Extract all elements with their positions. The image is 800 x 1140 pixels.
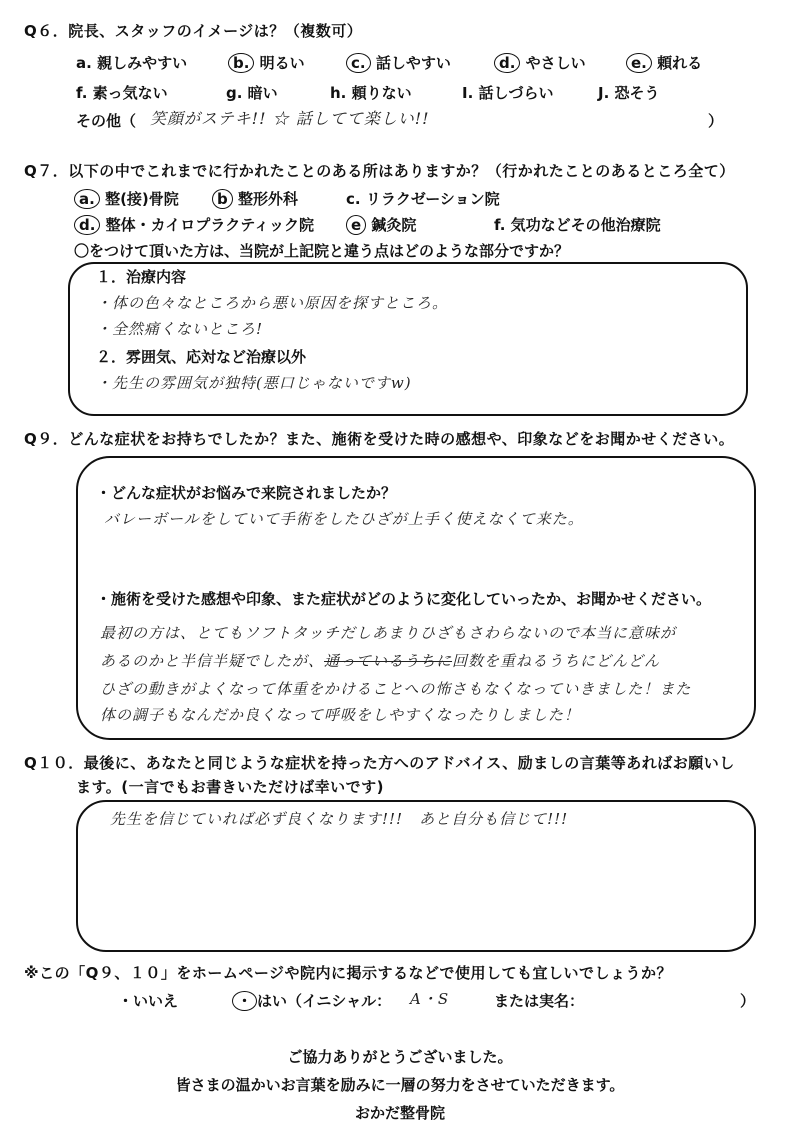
q6-option-i[interactable]: I. 話しづらい	[462, 84, 554, 102]
q9-answer-2-line-2[interactable]: あるのかと半信半疑でしたが、通っているうちに回数を重ねるうちにどんどん	[100, 652, 661, 670]
footer-clinic-name: おかだ整骨院	[354, 1104, 445, 1122]
q7-section1-title: １．治療内容	[96, 268, 187, 286]
selected-circle-mark: e.	[626, 53, 652, 73]
consent-no-option[interactable]: ・いいえ	[118, 992, 179, 1010]
q7-option-c[interactable]: c. リラクゼーション院	[346, 190, 500, 208]
q7-option-a[interactable]: a. 整(接)骨院	[74, 188, 179, 209]
q10-title-line-1: Q１０．最後に、あなたと同じような症状を持った方へのアドバイス、励ましの言葉等あればお願いし	[24, 754, 735, 772]
q6-option-f[interactable]: f. 素っ気ない	[76, 84, 168, 102]
q7-option-f[interactable]: f. 気功などその他治療院	[494, 216, 661, 234]
q7-section1-answer-1[interactable]: ・体の色々なところから悪い原因を探すところ。	[96, 294, 449, 312]
consent-realname-label: または実名：	[494, 992, 585, 1010]
consent-yes-option[interactable]: ・ はい（イニシャル：	[232, 990, 391, 1011]
selected-circle-mark: d.	[494, 53, 520, 73]
selected-circle-mark: ・	[232, 991, 257, 1011]
q6-option-j[interactable]: J. 恐そう	[598, 84, 660, 102]
selected-circle-mark: b.	[228, 53, 254, 73]
consent-initials[interactable]: A・S	[410, 990, 450, 1008]
q6-option-b[interactable]: b. 明るい	[228, 52, 305, 73]
q6-title: Q６．院長、スタッフのイメージは？（複数可）	[24, 22, 363, 40]
consent-question: ※この「Q９、１０」をホームページや院内に掲示するなどで使用しても宜しいでしょうか？	[24, 964, 673, 982]
q6-option-c[interactable]: c. 話しやすい	[346, 52, 451, 73]
q9-answer-2-line-3[interactable]: ひざの動きがよくなって体重をかけることへの怖さもなくなっていきました！また	[100, 680, 692, 698]
q7-section1-answer-2[interactable]: ・全然痛くないところ!	[96, 320, 264, 338]
footer-thanks: ご協力ありがとうございました。	[287, 1048, 513, 1066]
selected-circle-mark: e	[346, 215, 366, 235]
q6-option-a[interactable]: a. 親しみやすい	[76, 54, 188, 72]
q9-prompt-1: ・どんな症状がお悩みで来院されましたか？	[96, 484, 397, 502]
q7-option-e[interactable]: e 鍼灸院	[346, 214, 416, 235]
q6-option-e[interactable]: e. 頼れる	[626, 52, 702, 73]
q6-other-label: その他（	[76, 112, 137, 130]
q7-followup: 〇をつけて頂いた方は、当院が上記院と違う点はどのような部分ですか？	[74, 242, 570, 260]
q6-option-h[interactable]: h. 頼りない	[330, 84, 412, 102]
q9-prompt-2: ・施術を受けた感想や印象、また症状がどのように変化していったか、お聞かせください。	[96, 590, 712, 608]
q10-title-line-2: ます。(一言でもお書きいただけば幸いです)	[76, 778, 385, 796]
q6-option-g[interactable]: g. 暗い	[226, 84, 278, 102]
q9-answer-1[interactable]: バレーボールをしていて手術をしたひざが上手く使えなくて来た。	[104, 510, 584, 528]
selected-circle-mark: b	[212, 189, 233, 209]
consent-close: ）	[740, 992, 756, 1010]
selected-circle-mark: c.	[346, 53, 371, 73]
q9-answer-2-line-4[interactable]: 体の調子もなんだか良くなって呼吸をしやすくなったりしました！	[100, 706, 581, 724]
q7-section2-title: ２．雰囲気、応対など治療以外	[96, 348, 307, 366]
q7-section2-answer-1[interactable]: ・先生の雰囲気が独特(悪口じゃないですw)	[96, 374, 412, 392]
q6-other-answer[interactable]: 笑顔がステキ!! ☆ 話してて楽しい!!	[150, 109, 430, 128]
struck-text: 通っているうちに	[324, 652, 453, 670]
q6-other-close: ）	[708, 112, 724, 130]
q10-answer[interactable]: 先生を信じていれば必ず良くなります!!! あと自分も信じて!!!	[110, 810, 569, 828]
selected-circle-mark: d.	[74, 215, 100, 235]
q9-answer-2-line-1[interactable]: 最初の方は、とてもソフトタッチだしあまりひざもさわらないので本当に意味が	[100, 624, 677, 642]
footer-message: 皆さまの温かいお言葉を励みに一層の努力をさせていただきます。	[175, 1076, 625, 1094]
q7-title: Q７．以下の中でこれまでに行かれたことのある所はありますか？（行かれたことのあるところ全て）	[24, 162, 735, 180]
selected-circle-mark: a.	[74, 189, 100, 209]
q7-option-b[interactable]: b 整形外科	[212, 188, 298, 209]
q9-title: Q９．どんな症状をお持ちでしたか？また、施術を受けた時の感想や、印象などをお聞かせください。	[24, 430, 735, 448]
q6-option-d[interactable]: d. やさしい	[494, 52, 586, 73]
q7-option-d[interactable]: d. 整体・カイロプラクティック院	[74, 214, 314, 235]
